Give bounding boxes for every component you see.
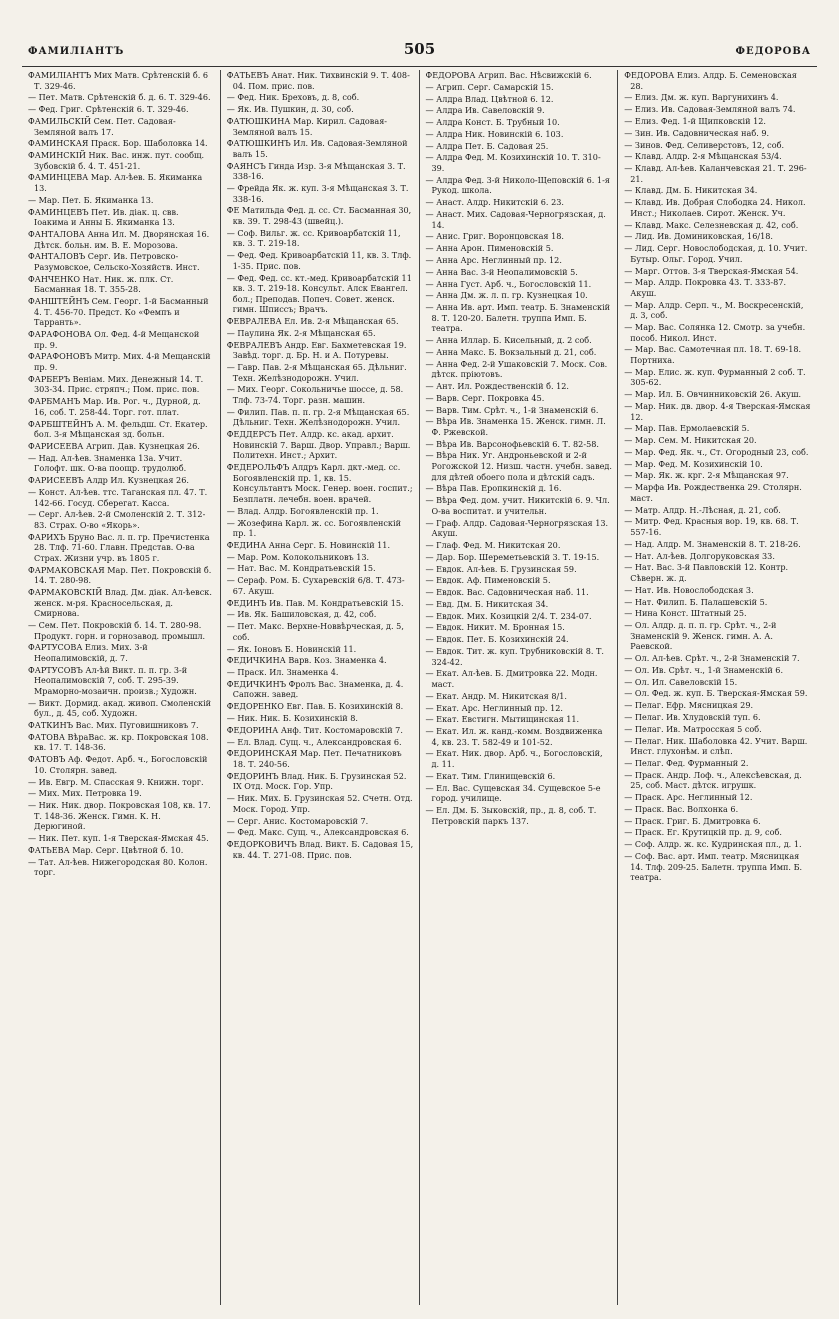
directory-entry: — Фед. Фед. сс. кт.-мед. Кривоарбатскій 11 кв. 3. Т. 219-18. Консульт. Алск Евангел. бол.; Преподав. Попеч. Совет. женск. гимн. Шписсъ; Врачъ. <box>226 272 412 315</box>
directory-entry: — Елиз. Фед. 1-й Щипковскій 12. <box>624 115 766 126</box>
directory-entry: ФАТОВА ВѣраВас. ж. кр. Покровская 108. кв. 17. Т. 148-36. <box>28 731 209 753</box>
directory-entry: ФЕДОРОВА Елиз. Алдр. Б. Семеновская 28. <box>624 70 797 91</box>
directory-entry: ФАРАФОНОВА Ол. Фед. 4-й Мещанской пр. 9. <box>28 329 200 350</box>
directory-entry: ФАТОВЪ Аф. Федот. Арб. ч., Богословскій 10. Столярн. завед. <box>28 754 208 775</box>
directory-entry: — Екат. Евстигн. Мытищинская 11. <box>425 714 580 725</box>
directory-entry: — Над. Ал-ѣев. Знаменка 13а. Учит. Голофт. шк. О-ва поощр. трудолюб. <box>28 452 187 474</box>
directory-entry: — Сем. Пет. Покровскій б. 14. Т. 280-98. Продукт. горн. и горнозавод. промышл. <box>28 619 206 641</box>
directory-entry: ФЕДИНА Анна Серг. Б. Новинскій 11. <box>226 539 391 550</box>
directory-entry: — Фед. Ник. Бреховъ, д. 8, соб. <box>226 92 360 103</box>
directory-entry: — Мар. Сем. М. Никитская 20. <box>624 435 757 446</box>
directory-entry: — Паулина Як. 2-я Мѣщанская 65. <box>226 327 376 338</box>
directory-entry: — Пелаг. Ник. Шаболовка 42. Учит. Варш. Инст. глухонѣм. и слѣп. <box>624 735 808 757</box>
directory-entry: — Анна Макс. Б. Вокзальный д. 21, соб. <box>425 346 597 357</box>
directory-entry: — Лид. Серг. Новослободская, д. 10. Учит. Бутыр. Ольг. Город. Учил. <box>624 243 808 264</box>
directory-entry: — Конст. Ал-ѣев. ттс. Таганская пл. 47. Т. 142-66. Госуд. Сберегат. Касса. <box>28 486 208 508</box>
directory-entry: ФАНШТЕЙНЪ Сем. Георг. 1-й Басманный 4. Т. 456-70. Предст. Ко «Фемпъ и Тарранть». <box>28 296 209 328</box>
directory-entry: — Як. Іоновъ Б. Новинскій 11. <box>226 643 357 654</box>
directory-entry: — Жозефина Карл. ж. сс. Богоявленскій пр. 1. <box>226 517 401 539</box>
directory-entry: — Як. Ив. Пушкин, д. 30, соб. <box>226 104 354 115</box>
directory-entry: — Гавр. Пав. 2-я Мѣщанская 65. Дѣльниг. Техн. Желѣзнодорожн. Учил. <box>226 362 407 383</box>
directory-entry: — Влад. Алдр. Богоявленскій пр. 1. <box>226 505 379 516</box>
directory-entry: — Анна Вас. 3-й Неопалимовскій 5. <box>425 266 578 277</box>
directory-entry: ФЕДДЕРСЪ Пет. Алдр. кс. акад. архит. Новинскій 7. Варш. Двор. Управл.; Варш. Политехн. Инст.; Архит. <box>226 429 411 461</box>
directory-entry: — Мар. Фед. М. Козихинскій 10. <box>624 458 763 469</box>
directory-entry: — Евдок. Никит. М. Бронная 15. <box>425 622 565 633</box>
directory-entry: — Пет. Матв. Срѣтенскій б. д. 6. Т. 329-46. <box>28 92 211 103</box>
directory-entry: — Ол. Ил. Савеловскій 15. <box>624 676 738 687</box>
directory-entry: — Варв. Серг. Покровка 45. <box>425 392 545 403</box>
directory-entry: — Алдра Ив. Савеловскій 9. <box>425 105 545 116</box>
directory-entry: — Мар. Алдр. Покровка 43. Т. 333-87. Акуш. <box>624 277 787 298</box>
directory-entry: — Ел. Влад. Сущ. ч., Александровская 6. <box>226 736 402 747</box>
directory-entry: — Екат. Ник. двор. Арб. ч., Богословскій, д. 11. <box>425 748 603 770</box>
directory-entry: — Серг. Ал-ѣев. 2-й Смоленскій 2. Т. 312-83. Страх. О-во «Якорь». <box>28 509 206 530</box>
directory-entry: — Вѣра Ив. Знаменка 15. Женск. гимн. Л. Ф. Ржевской. <box>425 416 606 437</box>
directory-entry: — Пелаг. Фед. Фурманный 2. <box>624 757 749 768</box>
directory-entry: — Екат. Арс. Неглинный пр. 12. <box>425 702 563 713</box>
directory-entry: — Алдра Ник. Новинскій 6. 103. <box>425 128 564 139</box>
directory-entry: — Алдра Фед. М. Козихинскій 10. Т. 310-39. <box>425 152 601 174</box>
directory-entry: ФАРБМАНЪ Мар. Ив. Рог. ч., Дурной, д. 16, соб. Т. 258-44. Торг. гот. плат. <box>28 396 201 417</box>
directory-entry: — Евдок. Вас. Садовническая наб. 11. <box>425 587 589 598</box>
directory-entry: — Викт. Дормид. акад. живоп. Смоленскій бул., д. 45, соб. Художн. <box>28 697 212 719</box>
directory-entry: ФАНЧЕНКО Нат. Ник. ж. плк. Ст. Басманная 18. Т. 355-28. <box>28 273 174 295</box>
directory-entry: ФАРТУСОВА Елиз. Мих. 3-й Неопалимовскій, д. 7. <box>28 642 148 663</box>
directory-entry: — Анна Иллар. Б. Кисельный, д. 2 соб. <box>425 335 592 346</box>
directory-entry: ФЕДОРОВА Агрип. Вас. Нѣсвижскій 6. <box>425 70 592 80</box>
directory-entry: — Над. Алдр. М. Знаменскій 8. Т. 218-26. <box>624 538 801 549</box>
directory-entry: ФАРАФОНОВЪ Митр. Мих. 4-й Мещанскій пр. 9. <box>28 351 211 373</box>
directory-entry: — Дар. Бор. Шереметьевскій 3. Т. 19-15. <box>425 551 600 562</box>
directory-entry: ФЕДОРКОВИЧЪ Влад. Викт. Б. Садовая 15, кв. 44. Т. 271-08. Прис. пов. <box>226 839 414 860</box>
directory-entry: ФАРБЕРЪ Веніам. Мих. Денежный 14. Т. 303-34. Прис. стряпч.; Пом. прис. пов. <box>28 373 204 395</box>
directory-entry: ФАМИЛІАНТЪ Мих Матв. Срѣтенскій б. 6 Т. 329-46. <box>28 70 209 91</box>
directory-entry: — Анаст. Алдр. Никитскій 6. 23. <box>425 197 564 208</box>
directory-entry: — Пет. Макс. Верхне-Новвѣрческая, д. 5, соб. <box>226 621 404 642</box>
directory-entry: — Анна Арон. Пименовскій 5. <box>425 243 554 254</box>
directory-entry: — Екат. Ал-ѣев. Б. Дмитровка 22. Модн. маст. <box>425 668 598 689</box>
directory-entry: — Вѣра Фед. дом. учит. Никитскій 6. 9. Чл. О-ва воспитат. и учительн. <box>425 495 610 516</box>
directory-entry: — Мар. Пет. Б. Якиманка 13. <box>28 194 154 205</box>
directory-entry: ФАРИСЕЕВА Агрип. Дав. Кузнецкая 26. <box>28 440 200 451</box>
column-2 <box>221 70 420 1305</box>
directory-entry: — Елиз. Ив. Садовая-Земляной валъ 74. <box>624 104 796 115</box>
directory-entry: ФАНТАЛОВА Анна Ил. М. Дворянская 16. Дѣтск. больн. им. В. Е. Морозова. <box>28 229 210 250</box>
directory-entry: ФАТЮШКИНА Мар. Кирил. Садовая-Земляной валъ 15. <box>226 115 388 137</box>
directory-entry: — Анна Арс. Неглинный пр. 12. <box>425 254 562 265</box>
directory-entry: ФАМИНСКІЙ Ник. Вас. инж. пут. сообщ. Зубовскій б. 4. Т. 451-21. <box>28 150 205 171</box>
column-1 <box>22 70 221 1305</box>
directory-entry: — Клавд. Ал-ѣев. Каланчевская 21. Т. 296-21. <box>624 163 807 184</box>
directory-entry: — Мар. Вас. Солянка 12. Смотр. за учебн. пособ. Никол. Инст. <box>624 322 806 343</box>
directory-entry: — Нат. Вас. 3-й Павловскій 12. Контр. Сѣверн. ж. д. <box>624 562 789 583</box>
directory-entry: — Анис. Григ. Воронцовская 18. <box>425 231 564 242</box>
directory-entry: — Фрейда Як. ж. куп. 3-я Мѣщанская 3. Т. 338-16. <box>226 183 409 204</box>
directory-entry: — Екат. Тим. Глинищевскій 6. <box>425 770 556 781</box>
directory-entry: ФАРБШТЕЙНЪ А. М. фельдш. Ст. Екатер. бол. 3-я Мѣщанская зд. больн. <box>28 418 208 440</box>
directory-entry: ФАРИСЕЕВЪ Алдр Ил. Кузнецкая 26. <box>28 475 189 486</box>
directory-entry: — Фед. Григ. Срѣтенскій 6. Т. 329-46. <box>28 104 189 115</box>
directory-entry: — Ник. Мих. Б. Грузинская 52. Счетн. Отд. Моск. Город. Упр. <box>226 793 413 814</box>
directory-entry: ФАЯНСЪ Гинда Изр. 3-я Мѣщанская 3. Т. 338-16. <box>226 160 406 182</box>
directory-entry: — Анаст. Мих. Садовая-Черногрязская, д. 14. <box>425 209 606 230</box>
directory-entry: ФЕДОРИНСКАЯ Мар. Пет. Печатниковъ 18. Т. 240-56. <box>226 748 402 769</box>
directory-entry: — Праск. Ег. Крутицкій пр. д. 9, соб. <box>624 827 782 838</box>
directory-entry: — Праск. Ил. Знаменка 4. <box>226 667 339 678</box>
directory-entry: — Алдра Конст. Б. Трубный 10. <box>425 117 560 128</box>
directory-entry: — Клавд. Дм. Б. Никитская 34. <box>624 185 758 196</box>
directory-entry: — Евдок. Пет. Б. Козихинскій 24. <box>425 634 569 645</box>
directory-entry: — Мар. Ром. Колокольниковъ 13. <box>226 551 370 562</box>
directory-entry: — Глаф. Фед. М. Никитская 20. <box>425 539 561 550</box>
directory-entry: — Пелаг. Ив. Хлудовскій туп. 6. <box>624 711 761 722</box>
directory-entry: — Фед. Фед. Кривоарбатскій 11, кв. 3. Тлф. 1-35. Прис. пов. <box>226 250 412 271</box>
directory-entry: — Ник. Пет. куп. 1-я Тверская-Ямская 45. <box>28 833 209 844</box>
directory-entry: — Екат. Андр. М. Никитская 8/1. <box>425 690 567 701</box>
directory-entry: — Ив. Як. Башиловская, д. 42, соб. <box>226 609 377 620</box>
directory-entry: — Клавд. Ив. Добрая Слободка 24. Никол. Инст.; Николаев. Сирот. Женск. Уч. <box>624 197 806 218</box>
directory-entry: ФАМИНСКАЯ Праск. Бор. Шаболовка 14. <box>28 138 208 149</box>
directory-entry: ФАРМАКОВСКІЙ Влад. Дм. діак. Ал-ѣевск. женск. м-ря. Красносельская, д. Смирнова. <box>28 587 212 619</box>
directory-entry: — Митр. Фед. Красныя вор. 19, кв. 68. Т. 557-16. <box>624 516 799 537</box>
directory-entry: — Вѣра Ник. Уг. Андроньевской и 2-й Рогожской 12. Низш. частн. учебн. завед. для дѣтей обоего пола и дѣтскій садъ. <box>425 450 612 482</box>
directory-entry: — Клавд. Алдр. 2-я Мѣщанская 53/4. <box>624 151 782 162</box>
directory-entry: — Мар. Вас. Самотечная пл. 18. Т. 69-18. Портниха. <box>624 344 802 366</box>
directory-entry: — Ив. Евгр. М. Спасская 9. Книжн. торг. <box>28 776 204 787</box>
directory-entry: — Нат. Филип. Б. Палашевскій 5. <box>624 596 768 607</box>
directory-entry: — Сераф. Ром. Б. Сухаревскій 6/8. Т. 473-67. Акуш. <box>226 575 405 596</box>
directory-entry: — Праск. Григ. Б. Дмитровка 6. <box>624 815 761 826</box>
directory-entry: ФАМИЛЬСКІЙ Сем. Пет. Садовая-Земляной валъ 17. <box>28 115 176 137</box>
directory-entry: — Нат. Ал-ѣев. Долгоруковская 33. <box>624 550 775 561</box>
directory-entry: — Мар. Пав. Ермолаевскій 5. <box>624 423 750 434</box>
directory-entry: — Нина Конст. Штатный 25. <box>624 608 747 619</box>
header-right-running-head: ФЕДОРОВА <box>735 46 811 57</box>
directory-entry: — Нат. Вас. М. Кондратьевскій 15. <box>226 563 376 574</box>
page-number: 505 <box>403 40 436 58</box>
directory-entry: — Фед. Макс. Сущ. ч., Александровская 6. <box>226 827 409 838</box>
directory-entry: — Праск. Вас. Волхонка 6. <box>624 803 739 814</box>
directory-entry: ФАТКИНЪ Вас. Мих. Пуговишниковъ 7. <box>28 720 199 731</box>
directory-entry: — Алдра Фед. 3-й Николо-Щеповскій 6. 1-я Рукод. школа. <box>425 174 610 196</box>
column-3 <box>420 70 619 1305</box>
directory-entry: — Евдок. Мих. Козицкій 2/4. Т. 234-07. <box>425 610 592 621</box>
directory-entry: — Ол. Алдр. д. п. п. гр. Срѣт. ч., 2-й Знаменскій 9. Женск. гимн. А. А. Раевской. <box>624 620 777 652</box>
header-rule <box>22 66 817 67</box>
directory-entry: — Ел. Вас. Сущевская 34. Сущевское 5-е город. училище. <box>425 782 601 804</box>
directory-entry: — Нат. Ив. Новослободская 3. <box>624 584 754 595</box>
directory-entry: — Соф. Алдр. ж. кс. Кудринская пл., д. 1. <box>624 839 802 850</box>
directory-entry: — Анна Густ. Арб. ч., Богословскій 11. <box>425 278 592 289</box>
directory-entry: — Евдок. Аф. Пименовскій 5. <box>425 575 551 586</box>
directory-entry: — Ник. Ник. Б. Козихинскій 8. <box>226 713 358 724</box>
directory-entry: ФАМИНЦЕВА Мар. Ал-ѣев. Б. Якиманка 13. <box>28 172 203 194</box>
directory-entry: — Евдок. Ал-ѣев. Б. Грузинская 59. <box>425 563 577 574</box>
directory-entry: — Мар. Як. ж. крг. 2-я Мѣщанская 97. <box>624 470 789 481</box>
directory-entry: — Вѣра Пав. Еропкинскій д. 16. <box>425 483 562 494</box>
directory-entry: — Вѣра Ив. Варсонофьевскій 6. Т. 82-58. <box>425 438 599 449</box>
directory-entry: ФЕДИЧКИНА Варв. Коз. Знаменка 4. <box>226 655 387 666</box>
directory-entry: ФАТЬЕВЪ Анат. Ник. Тихвинскій 9. Т. 408-04. Пом. прис. пов. <box>226 70 410 91</box>
directory-entry: — Мар. Ил. Б. Овчинниковскій 26. Акуш. <box>624 389 802 400</box>
directory-entry: — Лид. Ив. Доминиковская, 16/18. <box>624 231 773 242</box>
directory-entry: ФЕДИНЪ Ив. Пав. М. Кондратьевскій 15. <box>226 597 404 608</box>
directory-entry: ФАРИХЪ Бруно Вас. л. п. гр. Пречистенка 28. Тлф. 71-60. Главн. Представ. О-ва Страх. Жизни учр. въ 1805 г. <box>28 531 210 563</box>
directory-entry: ФЕДЕРОЛЬФЪ Алдръ Карл. дкт.-мед. сс. Богоявленскій пр. 1, кв. 15. Консультантъ Моск. Генер. воен. госпит.; Безплатн. лечебн. воен. врачей. <box>226 462 413 504</box>
directory-entry: — Мар. Елис. ж. куп. Фурманный 2 соб. Т. 305-62. <box>624 366 806 388</box>
directory-columns <box>22 70 817 1305</box>
directory-entry: — Соф. Вильг. ж. сс. Кривоарбатскій 11, кв. 3. Т. 219-18. <box>226 227 401 249</box>
directory-entry: — Ник. Ник. двор. Покровская 108, кв. 17. Т. 148-36. Женск. Гимн. К. Н. Дерюгиной. <box>28 800 211 832</box>
directory-entry: ФАРМАКОВСКАЯ Мар. Пет. Покровскій б. 14. Т. 280-98. <box>28 564 212 586</box>
directory-entry: — Ол. Ив. Срѣт. ч., 1-й Знаменскій 6. <box>624 664 784 675</box>
directory-entry: — Зинов. Фед. Селиверстовъ, 12, соб. <box>624 139 785 150</box>
directory-entry: ФЕ Матильда Фед. д. сс. Ст. Басманная 30, кв. 39. Т. 298-43 (швейц.). <box>226 205 412 227</box>
directory-entry: — Марг. Оттов. 3-я Тверская-Ямская 54. <box>624 265 799 276</box>
directory-entry: ФЕДОРИНЪ Влад. Ник. Б. Грузинская 52. IX Отд. Моск. Гор. Упр. <box>226 770 407 792</box>
directory-entry: — Праск. Андр. Лоф. ч., Алексѣевская, д. 25, соб. Маст. дѣтск. игрушк. <box>624 769 802 791</box>
directory-entry: ФАТЮШКИНЪ Ил. Ив. Садовая-Земляной валъ 15. <box>226 138 408 159</box>
directory-entry: — Граф. Алдр. Садовая-Черногрязская 13. Акуш. <box>425 517 609 539</box>
directory-entry: ФЕДОРЕНКО Евг. Пав. Б. Козихинскій 8. <box>226 701 404 712</box>
directory-entry: — Клавд. Макс. Селезневская д. 42, соб. <box>624 219 799 230</box>
directory-entry: — Анна Ив. арт. Имп. театр. Б. Знаменскій 8. Т. 120-20. Балетн. труппа Имп. Б. театра. <box>425 302 611 334</box>
directory-entry: — Мар. Алдр. Серп. ч., М. Воскресенскій, д. 3, соб. <box>624 299 804 321</box>
directory-entry: — Евд. Дм. Б. Никитская 34. <box>425 598 549 609</box>
directory-entry: — Ел. Дм. Б. Зыковскій, пр., д. 8, соб. Т. Петровскій паркъ 137. <box>425 805 597 826</box>
directory-entry: — Мих. Мих. Петровка 19. <box>28 788 142 799</box>
directory-entry: — Соф. Вас. арт. Имп. театр. Мясницкая 14. Тлф. 209-25. Балетн. труппа Имп. Б. театра. <box>624 850 803 883</box>
directory-entry: — Мих. Георг. Сокольничье шоссе, д. 58. Тлф. 73-74. Торг. разн. машин. <box>226 384 404 406</box>
directory-entry: ФАНТАЛОВЪ Серг. Ив. Петровско-Разумовское, Сельско-Хозяйств. Инст. <box>28 251 200 272</box>
directory-entry: ФЕВРАЛЕВА Ел. Ив. 2-я Мѣщанская 65. <box>226 316 399 327</box>
directory-entry: — Анна Дм. ж. л. п. гр. Кузнецкая 10. <box>425 290 588 301</box>
directory-entry: — Варв. Тим. Срѣт. ч., 1-й Знаменскій 6. <box>425 404 599 415</box>
directory-entry: ФЕДОРИНА Анф. Тит. Костомаровскій 7. <box>226 724 403 735</box>
directory-entry: — Марфа Ив. Рождественка 29. Столярн. маст. <box>624 482 802 503</box>
directory-entry: — Евдок. Тит. ж. куп. Трубниковскій 8. Т. 324-42. <box>425 646 604 667</box>
header-left-running-head: ФАМИЛІАНТЪ <box>28 46 125 57</box>
directory-entry: — Праск. Арс. Неглинный 12. <box>624 792 753 803</box>
directory-entry: — Пелаг. Ефр. Мясницкая 29. <box>624 700 754 711</box>
directory-entry: — Анна Фед. 2-й Ушаковскій 7. Моск. Сов. дѣтск. пріютовъ. <box>425 358 608 380</box>
directory-entry: — Мар. Фед. Як. ч., Ст. Огородный 23, соб. <box>624 446 809 457</box>
page-header <box>28 40 811 62</box>
directory-entry: — Зин. Ив. Садовническая наб. 9. <box>624 127 770 138</box>
column-4 <box>618 70 817 1305</box>
directory-entry: — Серг. Анис. Костомаровскій 7. <box>226 815 369 826</box>
directory-entry: — Пелаг. Ив. Матросская 5 соб. <box>624 723 762 734</box>
directory-entry: — Филип. Пав. п. п. гр. 2-я Мѣщанская 65. Дѣльниг. Техн. Желѣзнодорожн. Учил. <box>226 406 410 428</box>
directory-entry: — Тат. Ал-ѣев. Нижегородская 80. Колон. торг. <box>28 856 208 878</box>
directory-entry: — Мар. Ник. дв. двор. 4-я Тверская-Ямская 12. <box>624 400 811 422</box>
directory-entry: — Алдра Пет. Б. Садовая 25. <box>425 140 549 151</box>
directory-entry: ФАРТУСОВЪ Ал-ѣй Викт. п. п. гр. 3-й Неопалимовскій 7, соб. Т. 295-39. Мраморно-мозаичн. произв.; Художн. <box>28 664 197 696</box>
directory-entry: ФЕВРАЛЕВЪ Андр. Евг. Бахметевская 19. Завѣд. торг. д. Бр. Н. и А. Потуревы. <box>226 339 407 361</box>
directory-entry: ФАТЬЕВА Мар. Серг. Цвѣтной б. 10. <box>28 844 184 855</box>
directory-entry: — Ол. Ал-ѣев. Срѣт. ч., 2-й Знаменскій 7. <box>624 653 800 664</box>
directory-entry: — Ант. Ил. Рождественскій б. 12. <box>425 380 569 391</box>
directory-entry: ФЕДИЧКИНЪ Фролъ Вас. Знаменка, д. 4. Сапожн. завед. <box>226 678 404 700</box>
directory-entry: — Алдра Влад. Цвѣтной 6. 12. <box>425 93 554 104</box>
directory-entry: — Агрип. Серг. Самарскій 15. <box>425 81 554 92</box>
directory-entry: — Елиз. Дм. ж. куп. Варгунихинъ 4. <box>624 92 779 103</box>
directory-entry: ФАМИНЦЕВЪ Пет. Ив. діак. ц. свв. Іоакима и Анны Б. Якиманка 13. <box>28 206 179 228</box>
directory-entry: — Ол. Фед. ж. куп. Б. Тверская-Ямская 59. <box>624 688 808 699</box>
directory-entry: — Матр. Алдр. Н.-Лѣсная, д. 21, соб. <box>624 504 781 515</box>
directory-entry: — Екат. Ил. ж. канд.-комм. Воздвиженка 4, кв. 23. Т. 582-49 и 101-52. <box>425 726 603 747</box>
